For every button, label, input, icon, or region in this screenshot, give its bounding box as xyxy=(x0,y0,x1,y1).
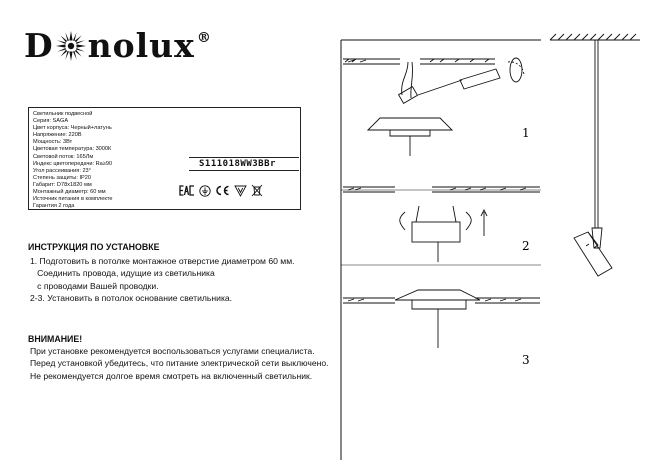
spec-line: Монтажный диаметр: 60 мм xyxy=(33,189,106,196)
warning-line: При установке рекомендуется воспользоваться услугами специалиста. xyxy=(30,346,315,356)
warning-heading: ВНИМАНИЕ! xyxy=(28,334,83,344)
diagram-step-1 xyxy=(343,58,524,156)
install-step-line: 2-3. Установить в потолок основание светильника. xyxy=(30,292,233,303)
spec-line: Источник питания в комплекте xyxy=(33,196,113,203)
install-step-line: 1. Подготовить в потолке монтажное отверстие диаметром 60 мм. xyxy=(30,256,295,266)
diagram-number-3: 3 xyxy=(522,353,530,367)
spec-line: Светильник подвесной xyxy=(33,111,93,117)
warning-line: Перед установкой убедитесь, что питание электрической сети выключено. xyxy=(30,358,329,369)
spec-line: Гарантия 2 года xyxy=(33,203,75,210)
spec-line: Напряжение: 220В xyxy=(33,132,82,139)
spec-line: Угол рассеивания: 23° xyxy=(33,167,91,174)
warning-line: Не рекомендуется долгое время смотреть на включенный светильник. xyxy=(30,370,313,381)
spec-line: Габарит: D78x1820 мм xyxy=(33,181,92,188)
install-step-line: Соединить провода, идущие из светильника xyxy=(30,268,215,279)
model-code: S111018WW3BBr xyxy=(189,157,299,171)
install-heading: ИНСТРУКЦИЯ ПО УСТАНОВКЕ xyxy=(28,242,160,252)
spec-line: Индекс цветопередачи: Ra≥90 xyxy=(33,160,113,167)
diagram-number-2: 2 xyxy=(522,239,530,253)
install-step-line: с проводами Вашей проводки. xyxy=(30,280,159,291)
brand-name-rest: nolux xyxy=(87,26,195,65)
diagram-step-3 xyxy=(343,290,540,348)
spec-line: Серия: SAGA xyxy=(33,118,69,125)
spec-line: Цвет корпуса: Черный+латунь xyxy=(33,125,112,132)
pendant-luminaire-drawing xyxy=(550,34,640,276)
diagram-number-1: 1 xyxy=(522,126,530,140)
spec-line: Световой поток: 165Лм xyxy=(33,153,94,160)
spec-line: Цветовая температура: 3000К xyxy=(33,146,112,153)
spec-line: Мощность: 3Вт xyxy=(33,139,73,146)
diagram-step-2 xyxy=(343,187,540,262)
registered-mark: ® xyxy=(196,29,212,46)
brand-letter-d: D xyxy=(24,26,54,65)
spec-line: Степень защиты: IP20 xyxy=(33,174,91,181)
